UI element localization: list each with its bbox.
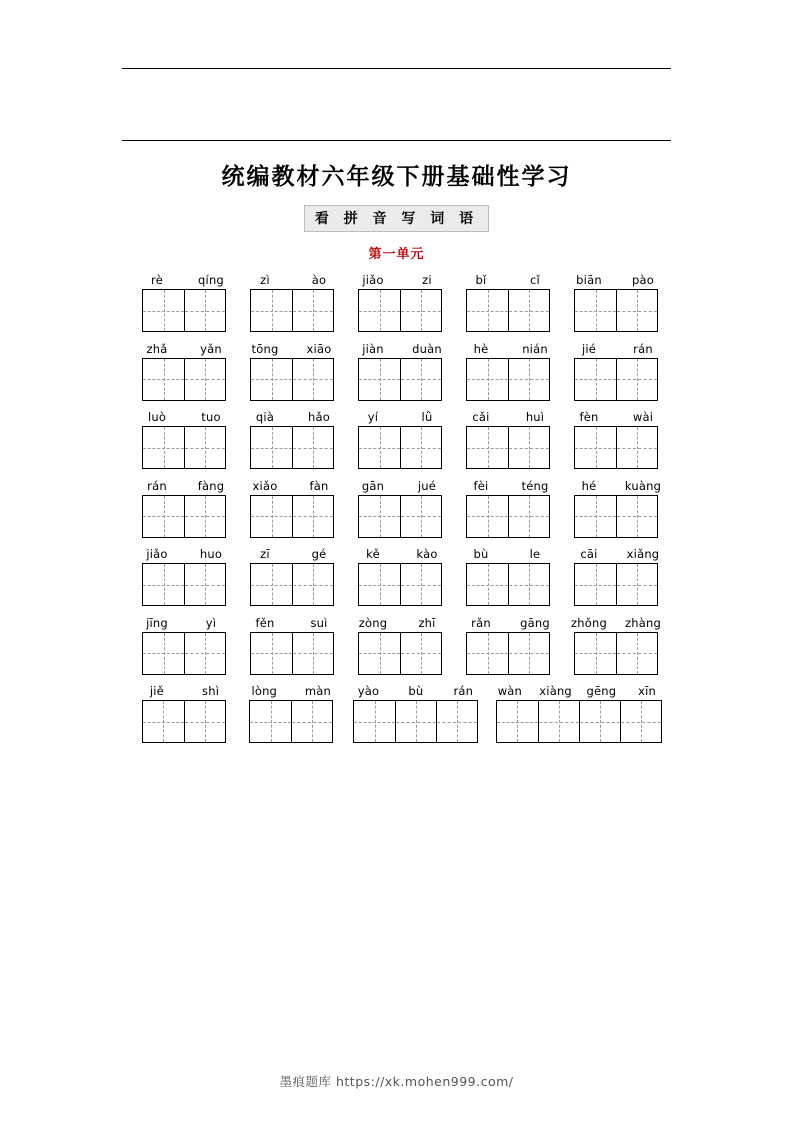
word-cell-group: [238, 478, 346, 538]
tianzige-cell[interactable]: [359, 427, 400, 468]
pinyin-label: [238, 272, 346, 289]
exercise-row: [130, 409, 670, 469]
tianzige-cell[interactable]: [184, 359, 225, 400]
pinyin-syllable: rán: [633, 341, 653, 356]
tianzige-boxes[interactable]: [574, 426, 658, 469]
pinyin-syllable: xiàng: [539, 684, 572, 698]
tianzige-cell[interactable]: [359, 564, 400, 605]
exercise-row: [130, 683, 670, 743]
pinyin-syllable: qíng: [198, 273, 224, 287]
pinyin-syllable: gēng: [586, 684, 617, 698]
tianzige-boxes[interactable]: [142, 632, 226, 675]
tianzige-cell[interactable]: [508, 496, 549, 537]
pinyin-syllable: rè: [151, 273, 163, 287]
page-title: 统编教材六年级下册基础性学习: [221, 163, 572, 190]
tianzige-cell[interactable]: [184, 427, 225, 468]
exercise-row: [130, 478, 670, 538]
tianzige-cell[interactable]: [575, 290, 616, 331]
pinyin-syllable: tuo: [201, 410, 221, 424]
word-cell-group: [130, 546, 238, 606]
tianzige-boxes[interactable]: [142, 289, 226, 332]
tianzige-boxes[interactable]: [250, 495, 334, 538]
tianzige-boxes[interactable]: [574, 289, 658, 332]
word-cell-group: [487, 683, 670, 743]
tianzige-cell[interactable]: [184, 496, 225, 537]
pinyin-syllable: qià: [255, 410, 275, 424]
pinyin-syllable: xīn: [638, 684, 657, 698]
pinyin-syllable: duàn: [412, 341, 442, 356]
pinyin-syllable: nián: [522, 341, 548, 356]
tianzige-cell[interactable]: [508, 427, 549, 468]
word-cell-group: [562, 546, 670, 606]
tianzige-cell[interactable]: [400, 359, 441, 400]
pinyin-syllable: wàn: [497, 684, 523, 698]
tianzige-boxes[interactable]: [358, 289, 442, 332]
pinyin-label: [130, 272, 238, 289]
tianzige-cell[interactable]: [143, 359, 184, 400]
pinyin-label: [130, 478, 238, 495]
pinyin-syllable: kuàng: [624, 478, 662, 493]
tianzige-cell[interactable]: [292, 359, 333, 400]
word-cell-group: [130, 341, 238, 401]
pinyin-label: [130, 341, 238, 358]
tianzige-cell[interactable]: [467, 290, 508, 331]
pinyin-label: [130, 615, 238, 632]
tianzige-boxes[interactable]: [353, 700, 478, 743]
word-cell-group: [346, 546, 454, 606]
tianzige-boxes[interactable]: [574, 358, 658, 401]
pinyin-label: [562, 409, 670, 426]
pinyin-syllable: rán: [147, 478, 167, 493]
footer-watermark: 墨痕题库 https://xk.mohen999.com/: [279, 1074, 514, 1089]
tianzige-cell[interactable]: [579, 701, 620, 742]
tianzige-boxes[interactable]: [358, 632, 442, 675]
tianzige-cell[interactable]: [508, 290, 549, 331]
pinyin-label: [238, 615, 346, 632]
subtitle: 看 拼 音 写 词 语: [304, 205, 489, 232]
pinyin-syllable: yí: [367, 410, 379, 424]
pinyin-syllable: gé: [311, 547, 327, 561]
word-cell-group: [130, 683, 237, 743]
word-cell-group: [130, 272, 238, 332]
tianzige-cell[interactable]: [251, 427, 292, 468]
pinyin-syllable: jiě: [149, 684, 164, 698]
pinyin-label: [562, 272, 670, 289]
tianzige-cell[interactable]: [508, 359, 549, 400]
pinyin-syllable: huì: [525, 410, 545, 424]
pinyin-label: [346, 341, 454, 358]
tianzige-cell[interactable]: [251, 290, 292, 331]
tianzige-cell[interactable]: [143, 290, 184, 331]
tianzige-boxes[interactable]: [466, 289, 550, 332]
pinyin-label: [454, 341, 562, 358]
pinyin-label: [454, 478, 562, 495]
word-cell-group: [454, 272, 562, 332]
exercise-row: [130, 615, 670, 675]
pinyin-syllable: zhàng: [625, 615, 661, 630]
pinyin-label: [562, 341, 670, 358]
tianzige-cell[interactable]: [575, 427, 616, 468]
pinyin-syllable: jīng: [146, 615, 168, 630]
tianzige-boxes[interactable]: [250, 289, 334, 332]
pinyin-label: [238, 478, 346, 495]
pinyin-label: [562, 615, 670, 632]
pinyin-syllable: kě: [366, 547, 380, 561]
pinyin-syllable: fàng: [197, 478, 225, 493]
tianzige-cell[interactable]: [467, 359, 508, 400]
tianzige-cell[interactable]: [251, 496, 292, 537]
word-cell-group: [454, 546, 562, 606]
word-cell-group: [345, 683, 487, 743]
pinyin-syllable: yǎn: [200, 341, 222, 356]
pinyin-syllable: fèn: [579, 410, 599, 424]
tianzige-cell[interactable]: [467, 427, 508, 468]
tianzige-cell[interactable]: [400, 427, 441, 468]
pinyin-label: [562, 478, 670, 495]
tianzige-cell[interactable]: [467, 564, 508, 605]
tianzige-boxes[interactable]: [358, 563, 442, 606]
pinyin-syllable: cǎi: [472, 410, 490, 424]
word-cell-group: [238, 615, 346, 675]
tianzige-cell[interactable]: [292, 564, 333, 605]
tianzige-cell[interactable]: [184, 701, 225, 742]
word-cell-group: [238, 341, 346, 401]
pinyin-syllable: yì: [205, 615, 217, 630]
pinyin-syllable: fěn: [255, 615, 275, 630]
tianzige-boxes[interactable]: [142, 700, 226, 743]
pinyin-syllable: shì: [202, 684, 220, 698]
tianzige-boxes[interactable]: [466, 563, 550, 606]
pinyin-syllable: kào: [416, 547, 438, 561]
pinyin-syllable: fàn: [309, 478, 329, 493]
pinyin-label: [346, 478, 454, 495]
word-cell-group: [238, 546, 346, 606]
word-cell-group: [562, 615, 670, 675]
word-cell-group: [238, 272, 346, 332]
pinyin-syllable: zhǒng: [571, 615, 607, 630]
tianzige-cell[interactable]: [184, 633, 225, 674]
tianzige-boxes[interactable]: [142, 358, 226, 401]
tianzige-boxes[interactable]: [358, 495, 442, 538]
tianzige-boxes[interactable]: [250, 358, 334, 401]
header-divider: [122, 140, 671, 141]
tianzige-cell[interactable]: [184, 564, 225, 605]
tianzige-cell[interactable]: [354, 701, 395, 742]
pinyin-syllable: cāi: [580, 547, 598, 561]
pinyin-label: [454, 615, 562, 632]
tianzige-boxes[interactable]: [250, 426, 334, 469]
pinyin-label: [238, 546, 346, 563]
pinyin-syllable: le: [529, 547, 541, 561]
tianzige-cell[interactable]: [575, 633, 616, 674]
tianzige-boxes[interactable]: [574, 563, 658, 606]
pinyin-syllable: zòng: [358, 615, 388, 630]
word-cell-group: [562, 409, 670, 469]
word-cell-group: [454, 478, 562, 538]
pinyin-label: [345, 683, 487, 700]
word-cell-group: [346, 615, 454, 675]
tianzige-boxes[interactable]: [142, 426, 226, 469]
tianzige-boxes[interactable]: [358, 426, 442, 469]
tianzige-boxes[interactable]: [250, 632, 334, 675]
tianzige-cell[interactable]: [616, 427, 657, 468]
pinyin-syllable: ào: [311, 273, 327, 287]
pinyin-label: [454, 546, 562, 563]
exercise-row: [130, 341, 670, 401]
word-cell-group: [346, 341, 454, 401]
tianzige-cell[interactable]: [184, 290, 225, 331]
pinyin-syllable: hǎo: [308, 410, 330, 424]
tianzige-boxes[interactable]: [574, 495, 658, 538]
exercise-row: [130, 546, 670, 606]
pinyin-syllable: jié: [581, 341, 597, 356]
tianzige-boxes[interactable]: [466, 358, 550, 401]
tianzige-cell[interactable]: [291, 701, 332, 742]
tianzige-cell[interactable]: [467, 496, 508, 537]
pinyin-syllable: jué: [417, 478, 437, 493]
tianzige-cell[interactable]: [395, 701, 436, 742]
pinyin-label: [346, 546, 454, 563]
exercise-row: [130, 272, 670, 332]
tianzige-cell[interactable]: [616, 496, 657, 537]
tianzige-cell[interactable]: [436, 701, 477, 742]
pinyin-label: [346, 409, 454, 426]
pinyin-label: [237, 683, 344, 700]
tianzige-cell[interactable]: [575, 564, 616, 605]
pinyin-syllable: zī: [260, 547, 270, 561]
tianzige-cell[interactable]: [538, 701, 579, 742]
pinyin-syllable: cǐ: [530, 273, 540, 287]
pinyin-syllable: huo: [199, 547, 223, 561]
word-cell-group: [562, 341, 670, 401]
subtitle-container: [0, 205, 793, 232]
pinyin-syllable: tōng: [251, 341, 279, 356]
pinyin-syllable: xiǎo: [252, 478, 278, 493]
tianzige-boxes[interactable]: [142, 495, 226, 538]
pinyin-syllable: fèi: [473, 478, 489, 493]
pinyin-syllable: bù: [473, 547, 489, 561]
pinyin-syllable: zhǎ: [146, 341, 168, 356]
pinyin-syllable: téng: [521, 478, 549, 493]
tianzige-cell[interactable]: [359, 359, 400, 400]
tianzige-cell[interactable]: [400, 633, 441, 674]
tianzige-cell[interactable]: [467, 633, 508, 674]
tianzige-cell[interactable]: [400, 564, 441, 605]
pinyin-label: [487, 683, 670, 700]
tianzige-cell[interactable]: [251, 359, 292, 400]
pinyin-label: [130, 546, 238, 563]
tianzige-cell[interactable]: [497, 701, 538, 742]
tianzige-cell[interactable]: [359, 290, 400, 331]
word-cell-group: [346, 409, 454, 469]
pinyin-label: [454, 409, 562, 426]
word-cell-group: [130, 615, 238, 675]
tianzige-cell[interactable]: [143, 564, 184, 605]
word-cell-group: [130, 478, 238, 538]
tianzige-cell[interactable]: [143, 427, 184, 468]
tianzige-cell[interactable]: [616, 290, 657, 331]
tianzige-cell[interactable]: [143, 633, 184, 674]
tianzige-boxes[interactable]: [466, 495, 550, 538]
tianzige-cell[interactable]: [292, 427, 333, 468]
pinyin-syllable: gān: [361, 478, 385, 493]
pinyin-syllable: pào: [632, 273, 654, 287]
tianzige-boxes[interactable]: [142, 563, 226, 606]
tianzige-cell[interactable]: [292, 496, 333, 537]
tianzige-cell[interactable]: [508, 564, 549, 605]
pinyin-syllable: gāng: [520, 615, 550, 630]
pinyin-syllable: jiàn: [362, 341, 384, 356]
tianzige-boxes[interactable]: [466, 632, 550, 675]
pinyin-label: [238, 409, 346, 426]
word-cell-group: [237, 683, 344, 743]
pinyin-syllable: zì: [260, 273, 270, 287]
pinyin-syllable: rán: [453, 684, 474, 698]
tianzige-cell[interactable]: [575, 496, 616, 537]
pinyin-syllable: zhī: [418, 615, 436, 630]
word-cell-group: [562, 478, 670, 538]
pinyin-label: [130, 683, 237, 700]
exercise-grid: [130, 272, 670, 752]
tianzige-cell[interactable]: [292, 290, 333, 331]
tianzige-boxes[interactable]: [358, 358, 442, 401]
pinyin-syllable: hè: [473, 341, 489, 356]
tianzige-cell[interactable]: [250, 701, 291, 742]
pinyin-syllable: màn: [304, 684, 332, 698]
pinyin-syllable: xiǎng: [626, 547, 660, 561]
pinyin-syllable: biān: [576, 273, 602, 287]
word-cell-group: [562, 272, 670, 332]
tianzige-boxes[interactable]: [496, 700, 662, 743]
pinyin-label: [346, 615, 454, 632]
pinyin-syllable: lòng: [251, 684, 278, 698]
pinyin-syllable: bǐ: [475, 273, 487, 287]
tianzige-cell[interactable]: [616, 359, 657, 400]
pinyin-syllable: jiǎo: [146, 547, 168, 561]
pinyin-syllable: jiǎo: [362, 273, 384, 287]
tianzige-cell[interactable]: [251, 633, 292, 674]
pinyin-label: [238, 341, 346, 358]
tianzige-cell[interactable]: [616, 564, 657, 605]
tianzige-cell[interactable]: [359, 496, 400, 537]
pinyin-syllable: suì: [310, 615, 328, 630]
tianzige-cell[interactable]: [400, 290, 441, 331]
tianzige-cell[interactable]: [620, 701, 661, 742]
pinyin-syllable: zi: [422, 273, 432, 287]
tianzige-cell[interactable]: [359, 633, 400, 674]
tianzige-boxes[interactable]: [574, 632, 658, 675]
word-cell-group: [454, 409, 562, 469]
unit-heading: 第一单元: [368, 247, 425, 262]
pinyin-label: [562, 546, 670, 563]
pinyin-syllable: hé: [581, 478, 597, 493]
tianzige-boxes[interactable]: [466, 426, 550, 469]
tianzige-cell[interactable]: [251, 564, 292, 605]
tianzige-boxes[interactable]: [250, 563, 334, 606]
top-divider: [122, 68, 671, 69]
tianzige-cell[interactable]: [616, 633, 657, 674]
word-cell-group: [238, 409, 346, 469]
pinyin-syllable: rǎn: [471, 615, 491, 630]
word-cell-group: [130, 409, 238, 469]
tianzige-cell[interactable]: [575, 359, 616, 400]
word-cell-group: [454, 615, 562, 675]
tianzige-cell[interactable]: [508, 633, 549, 674]
tianzige-cell[interactable]: [143, 496, 184, 537]
tianzige-cell[interactable]: [143, 701, 184, 742]
pinyin-label: [130, 409, 238, 426]
pinyin-syllable: yào: [357, 684, 380, 698]
tianzige-cell[interactable]: [292, 633, 333, 674]
pinyin-syllable: wài: [632, 410, 654, 424]
pinyin-syllable: bù: [408, 684, 424, 698]
word-cell-group: [346, 478, 454, 538]
tianzige-boxes[interactable]: [249, 700, 333, 743]
word-cell-group: [454, 341, 562, 401]
tianzige-cell[interactable]: [400, 496, 441, 537]
pinyin-label: [346, 272, 454, 289]
word-cell-group: [346, 272, 454, 332]
pinyin-syllable: lǜ: [421, 410, 433, 424]
pinyin-label: [454, 272, 562, 289]
pinyin-syllable: luò: [147, 410, 167, 424]
pinyin-syllable: xiāo: [306, 341, 332, 356]
